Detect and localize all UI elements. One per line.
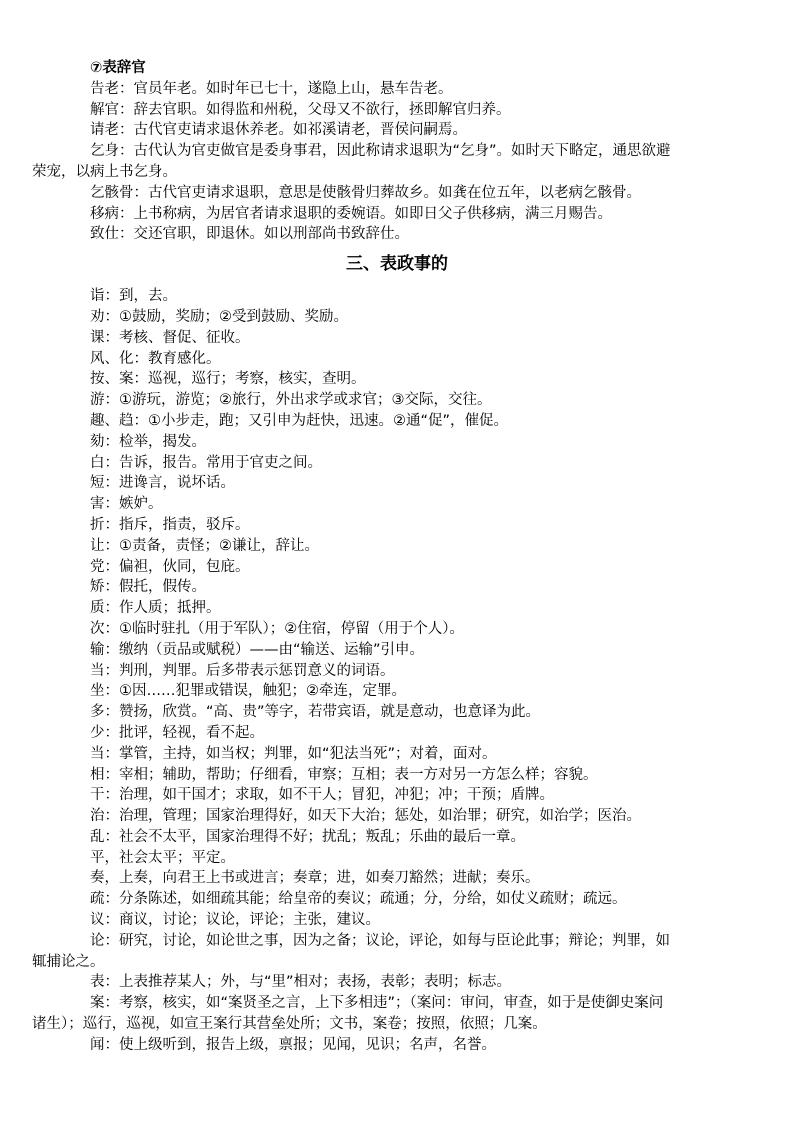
section-3-list [32, 286, 742, 1055]
text-line: 案：考察，核实，如“案贤圣之言，上下多相违”；（案问：审问，审查，如于是使御史案问 [90, 995, 664, 1012]
text-line: 当：判刑，判罪。后多带表示惩罚意义的词语。 [90, 662, 395, 679]
text-line: 让：①责备，责怪；②谦让，辞让。 [90, 537, 319, 554]
text-line: 相：宰相；辅助，帮助；仔细看，审察；互相；表一方对另一方怎么样；容貌。 [90, 766, 598, 783]
text-line: 奏，上奏，向君王上书或进言；奏章；进，如奏刀豁然；进献；奏乐。 [90, 870, 540, 887]
text-line: 干：治理，如干国才；求取，如不干人；冒犯，冲犯；冲；干预；盾牌。 [90, 787, 554, 804]
section-3-heading: 三、表政事的 [346, 254, 448, 275]
text-line: 告老：官员年老。如时年已七十，遂隐上山，悬车告老。 [90, 80, 453, 97]
text-line: 党：偏袒，伙同，包庇。 [90, 558, 250, 575]
text-line: 次：①临时驻扎（用于军队）；②住宿，停留（用于个人）。 [90, 620, 464, 637]
text-line: 请老：古代官吏请求退休养老。如祁溪请老，晋侯问嗣焉。 [90, 122, 467, 139]
text-line: 输：缴纳（贡品或赋税）——由“输送、运输”引申。 [90, 641, 425, 658]
text-line: 风、化：教育感化。 [90, 350, 221, 367]
text-line: 劾：检举，揭发。 [90, 433, 206, 450]
text-line: 移病：上书称病，为居官者请求退职的委婉语。如即日父子供移病，满三月赐告。 [90, 205, 612, 222]
text-line: 平，社会太平；平定。 [90, 849, 235, 866]
text-line: 诣：到，去。 [90, 288, 177, 305]
text-line: 治：治理，管理；国家治理得好，如天下大治；惩处，如治罪；研究，如治学；医治。 [90, 808, 641, 825]
text-line: 趣、趋：①小步走，跑；又引申为赶快，迅速。②通“促”，催促。 [90, 412, 509, 429]
text-line: 议：商议，讨论；议论，评论；主张，建议。 [90, 912, 380, 929]
text-line: 乞骸骨：古代官吏请求退职，意思是使骸骨归葬故乡。如龚在位五年，以老病乞骸骨。 [90, 184, 641, 201]
text-line: 游：①游玩，游览；②旅行，外出求学或求官；③交际，交往。 [90, 392, 492, 409]
section-7-heading: ⑦表辞官 [90, 60, 146, 76]
text-line: 折：指斥，指责，驳斥。 [90, 516, 250, 533]
text-line: 论：研究，讨论，如论世之事，因为之备；议论，评论，如每与臣论此事；辩论；判罪，如 [90, 932, 670, 949]
text-line-continuation: 辄捕论之。 [32, 953, 105, 970]
text-line: 当：掌管，主持，如当权；判罪，如“犯法当死”；对着，面对。 [90, 745, 497, 762]
text-line: 劝：①鼓励，奖励；②受到鼓励、奖励。 [90, 308, 348, 325]
section-7-list [32, 79, 742, 245]
text-line: 乞身：古代认为官吏做官是委身事君，因此称请求退职为“乞身”。如时天下略定，通思欲避 [90, 143, 671, 160]
text-line: 疏：分条陈述，如细疏其能；给皇帝的奏议；疏通；分，分给，如仗义疏财；疏远。 [90, 891, 627, 908]
text-line: 闻：使上级听到，报告上级，禀报；见闻，见识；名声，名誉。 [90, 1036, 496, 1053]
text-line: 矫：假托，假传。 [90, 579, 206, 596]
text-line-continuation: 诸生）；巡行，巡视，如宣王案行其营垒处所；文书，案卷；按照，依照；几案。 [32, 1016, 547, 1033]
text-line: 多：赞扬，欣赏。“高、贵”等字，若带宾语，就是意动，也意译为此。 [90, 704, 541, 721]
text-line: 表：上表推荐某人；外，与“里”相对；表扬，表彰；表明；标志。 [90, 974, 512, 991]
text-line: 白：告诉，报告。常用于官吏之间。 [90, 454, 322, 471]
text-line: 乱：社会不太平，国家治理得不好；扰乱；叛乱；乐曲的最后一章。 [90, 828, 525, 845]
text-line: 质：作人质；抵押。 [90, 600, 221, 617]
text-line: 按、案：巡视，巡行；考察，核实，查明。 [90, 371, 366, 388]
text-line: 课：考核、督促、征收。 [90, 329, 250, 346]
text-line: 短：进谗言，说坏话。 [90, 475, 235, 492]
text-line: 少：批评，轻视，看不起。 [90, 724, 264, 741]
text-line: 致仕：交还官职，即退休。如以刑部尚书致辞仕。 [90, 226, 409, 243]
text-line: 解官：辞去官职。如得监和州税，父母又不欲行，拯即解官归养。 [90, 101, 511, 118]
text-line-continuation: 荣宠，以病上书乞身。 [32, 163, 177, 180]
text-line: 害：嫉妒。 [90, 496, 163, 513]
text-line: 坐：①因……犯罪或错误，触犯；②牵连，定罪。 [90, 683, 406, 700]
